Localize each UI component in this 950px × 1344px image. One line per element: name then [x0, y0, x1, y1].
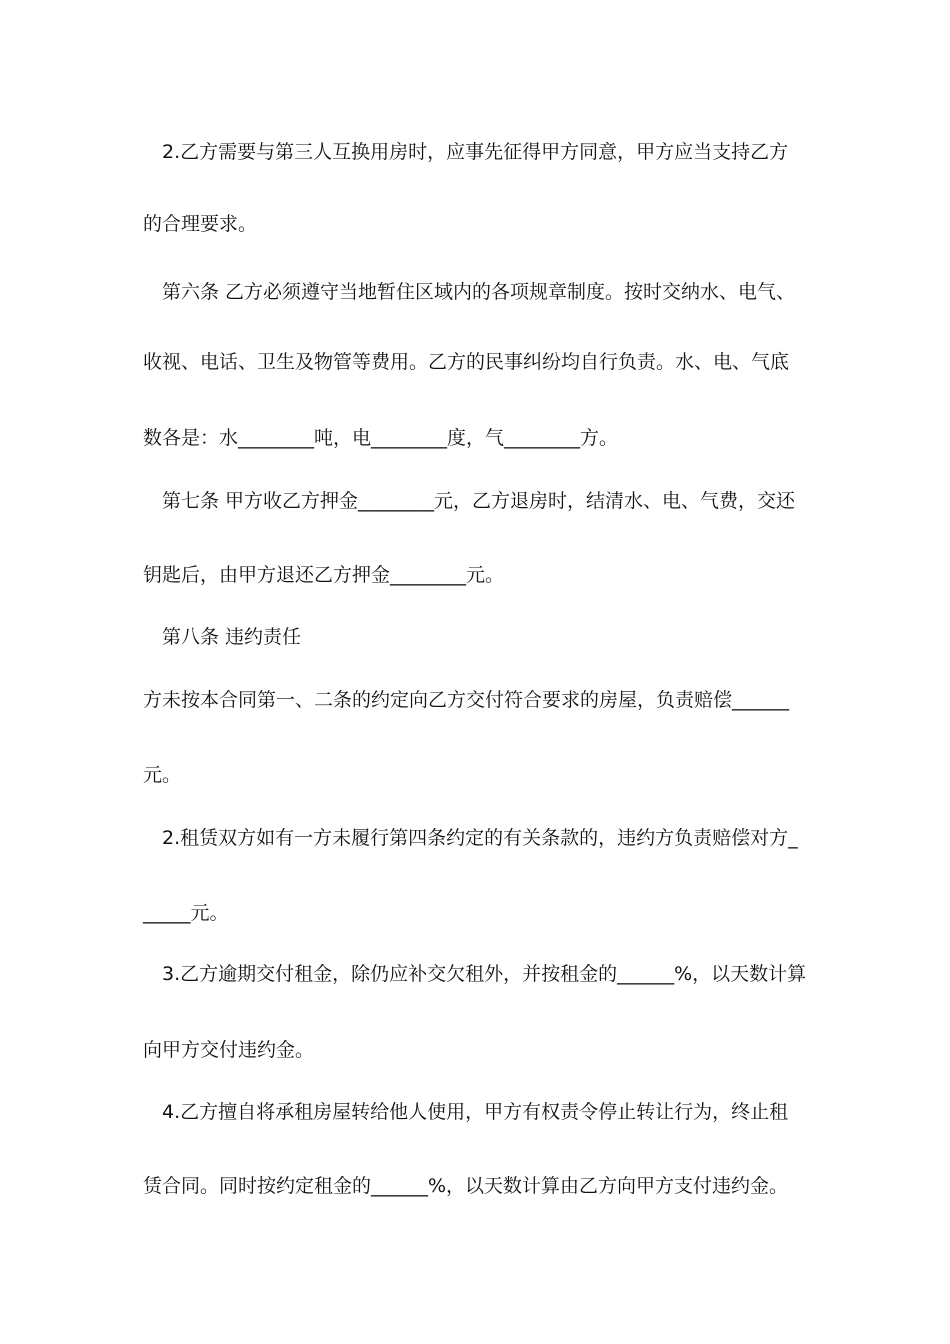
article-8-item-2-line-2: _____元。 [143, 902, 229, 924]
article-6-line-1: 第六条 乙方必须遵守当地暂住区域内的各项规章制度。按时交纳水、电气、 [162, 281, 796, 303]
article-6-line-3: 数各是：水________吨，电________度，气________方。 [143, 427, 619, 449]
article-8-item-1-line-2: 元。 [143, 764, 182, 786]
article-8-heading: 第八条 违约责任 [162, 626, 302, 648]
article-7-line-1: 第七条 甲方收乙方押金________元，乙方退房时，结清水、电、气费，交还 [162, 490, 796, 512]
article-8-item-2-line-1: 2.租赁双方如有一方未履行第四条约定的有关条款的，违约方负责赔偿对方_ [162, 827, 798, 849]
article-8-item-3-line-1: 3.乙方逾期交付租金，除仍应补交欠租外，并按租金的______%，以天数计算 [162, 963, 807, 985]
clause-5-2-line-1: 2.乙方需要与第三人互换用房时，应事先征得甲方同意，甲方应当支持乙方 [162, 141, 789, 163]
clause-5-2-line-2: 的合理要求。 [143, 213, 258, 235]
article-8-item-4-line-2: 赁合同。同时按约定租金的______%，以天数计算由乙方向甲方支付违约金。 [143, 1175, 789, 1197]
article-8-item-1-line-1: 方未按本合同第一、二条的约定向乙方交付符合要求的房屋，负责赔偿______ [143, 689, 790, 711]
article-8-item-3-line-2: 向甲方交付违约金。 [143, 1039, 315, 1061]
article-8-item-4-line-1: 4.乙方擅自将承租房屋转给他人使用，甲方有权责令停止转让行为，终止租 [162, 1101, 789, 1123]
article-7-line-2: 钥匙后，由甲方退还乙方押金________元。 [143, 564, 505, 586]
article-6-line-2: 收视、电话、卫生及物管等费用。乙方的民事纠纷均自行负责。水、电、气底 [143, 351, 790, 373]
